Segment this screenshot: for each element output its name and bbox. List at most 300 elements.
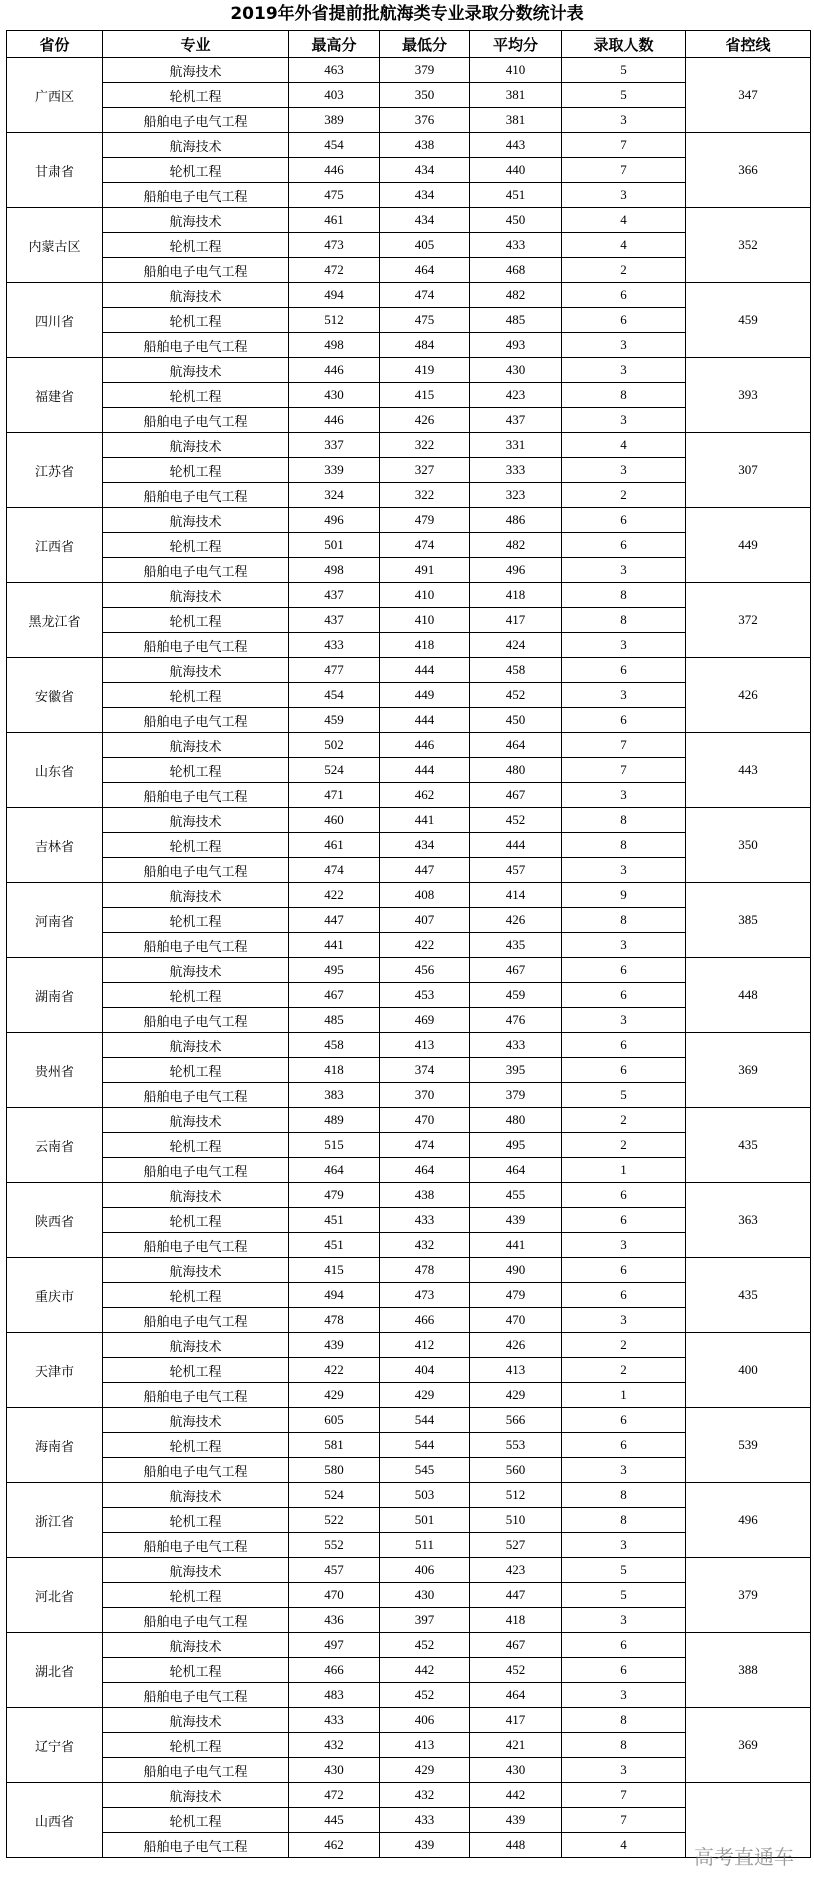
min-score-cell: 407 xyxy=(380,908,470,933)
admit-count-cell: 1 xyxy=(562,1158,686,1183)
table-row xyxy=(7,808,811,833)
admit-count-cell: 5 xyxy=(562,83,686,108)
max-score-cell: 470 xyxy=(289,1583,380,1608)
control-line-cell: 369 xyxy=(686,1033,811,1108)
admit-count-cell: 8 xyxy=(562,1508,686,1533)
min-score-cell: 503 xyxy=(380,1483,470,1508)
major-cell: 船舶电子电气工程 xyxy=(103,1233,289,1258)
max-score-cell: 581 xyxy=(289,1433,380,1458)
admit-count-cell: 4 xyxy=(562,433,686,458)
major-cell: 轮机工程 xyxy=(103,1658,289,1683)
major-cell: 航海技术 xyxy=(103,1633,289,1658)
min-score-cell: 418 xyxy=(380,633,470,658)
admit-count-cell: 6 xyxy=(562,1258,686,1283)
min-score-cell: 449 xyxy=(380,683,470,708)
admit-count-cell: 7 xyxy=(562,133,686,158)
avg-score-cell: 479 xyxy=(470,1283,562,1308)
max-score-cell: 460 xyxy=(289,808,380,833)
avg-score-cell: 458 xyxy=(470,658,562,683)
admit-count-cell: 8 xyxy=(562,908,686,933)
avg-score-cell: 452 xyxy=(470,808,562,833)
admit-count-cell: 3 xyxy=(562,558,686,583)
avg-score-cell: 333 xyxy=(470,458,562,483)
min-score-cell: 410 xyxy=(380,583,470,608)
avg-score-cell: 512 xyxy=(470,1483,562,1508)
major-cell: 船舶电子电气工程 xyxy=(103,858,289,883)
admit-count-cell: 3 xyxy=(562,783,686,808)
max-score-cell: 498 xyxy=(289,558,380,583)
table-row xyxy=(7,1258,811,1283)
max-score-cell: 446 xyxy=(289,158,380,183)
max-score-cell: 467 xyxy=(289,983,380,1008)
major-cell: 航海技术 xyxy=(103,1558,289,1583)
min-score-cell: 432 xyxy=(380,1783,470,1808)
major-cell: 船舶电子电气工程 xyxy=(103,783,289,808)
admit-count-cell: 6 xyxy=(562,533,686,558)
min-score-cell: 432 xyxy=(380,1233,470,1258)
control-line-cell: 435 xyxy=(686,1258,811,1333)
admit-count-cell: 7 xyxy=(562,758,686,783)
min-score-cell: 406 xyxy=(380,1708,470,1733)
table-row xyxy=(7,1483,811,1508)
province-cell: 四川省 xyxy=(7,283,103,358)
admit-count-cell: 3 xyxy=(562,358,686,383)
avg-score-cell: 435 xyxy=(470,933,562,958)
table-row xyxy=(7,1633,811,1658)
avg-score-cell: 331 xyxy=(470,433,562,458)
control-line-cell: 448 xyxy=(686,958,811,1033)
avg-score-cell: 464 xyxy=(470,733,562,758)
major-cell: 航海技术 xyxy=(103,1783,289,1808)
max-score-cell: 461 xyxy=(289,833,380,858)
major-cell: 航海技术 xyxy=(103,1258,289,1283)
max-score-cell: 501 xyxy=(289,533,380,558)
major-cell: 轮机工程 xyxy=(103,758,289,783)
max-score-cell: 418 xyxy=(289,1058,380,1083)
max-score-cell: 339 xyxy=(289,458,380,483)
avg-score-cell: 379 xyxy=(470,1083,562,1108)
min-score-cell: 456 xyxy=(380,958,470,983)
major-cell: 航海技术 xyxy=(103,58,289,83)
major-cell: 轮机工程 xyxy=(103,608,289,633)
major-cell: 轮机工程 xyxy=(103,1733,289,1758)
avg-score-cell: 426 xyxy=(470,1333,562,1358)
major-cell: 船舶电子电气工程 xyxy=(103,1683,289,1708)
major-cell: 航海技术 xyxy=(103,433,289,458)
max-score-cell: 479 xyxy=(289,1183,380,1208)
max-score-cell: 459 xyxy=(289,708,380,733)
major-cell: 船舶电子电气工程 xyxy=(103,408,289,433)
min-score-cell: 412 xyxy=(380,1333,470,1358)
min-score-cell: 397 xyxy=(380,1608,470,1633)
min-score-cell: 433 xyxy=(380,1808,470,1833)
major-cell: 轮机工程 xyxy=(103,533,289,558)
avg-score-cell: 467 xyxy=(470,783,562,808)
admit-count-cell: 6 xyxy=(562,1633,686,1658)
min-score-cell: 470 xyxy=(380,1108,470,1133)
table-row xyxy=(7,658,811,683)
min-score-cell: 439 xyxy=(380,1833,470,1858)
max-score-cell: 436 xyxy=(289,1608,380,1633)
major-cell: 航海技术 xyxy=(103,1408,289,1433)
major-cell: 航海技术 xyxy=(103,733,289,758)
major-cell: 船舶电子电气工程 xyxy=(103,258,289,283)
max-score-cell: 458 xyxy=(289,1033,380,1058)
province-cell: 陕西省 xyxy=(7,1183,103,1258)
province-cell: 甘肃省 xyxy=(7,133,103,208)
admit-count-cell: 3 xyxy=(562,108,686,133)
max-score-cell: 337 xyxy=(289,433,380,458)
max-score-cell: 552 xyxy=(289,1533,380,1558)
table-row xyxy=(7,1033,811,1058)
admit-count-cell: 2 xyxy=(562,1133,686,1158)
min-score-cell: 413 xyxy=(380,1733,470,1758)
admit-count-cell: 3 xyxy=(562,458,686,483)
min-score-cell: 478 xyxy=(380,1258,470,1283)
admit-count-cell: 6 xyxy=(562,283,686,308)
control-line-cell: 393 xyxy=(686,358,811,433)
avg-score-cell: 490 xyxy=(470,1258,562,1283)
avg-score-cell: 457 xyxy=(470,858,562,883)
avg-score-cell: 423 xyxy=(470,383,562,408)
max-score-cell: 471 xyxy=(289,783,380,808)
min-score-cell: 429 xyxy=(380,1758,470,1783)
control-line-cell: 352 xyxy=(686,208,811,283)
min-score-cell: 405 xyxy=(380,233,470,258)
major-cell: 轮机工程 xyxy=(103,1433,289,1458)
province-cell: 安徽省 xyxy=(7,658,103,733)
avg-score-cell: 450 xyxy=(470,708,562,733)
min-score-cell: 434 xyxy=(380,208,470,233)
table-row xyxy=(7,1183,811,1208)
min-score-cell: 327 xyxy=(380,458,470,483)
max-score-cell: 494 xyxy=(289,1283,380,1308)
table-row xyxy=(7,508,811,533)
admit-count-cell: 4 xyxy=(562,1833,686,1858)
max-score-cell: 445 xyxy=(289,1808,380,1833)
min-score-cell: 464 xyxy=(380,1158,470,1183)
control-line-cell: 369 xyxy=(686,1708,811,1783)
province-cell: 黑龙江省 xyxy=(7,583,103,658)
min-score-cell: 426 xyxy=(380,408,470,433)
min-score-cell: 376 xyxy=(380,108,470,133)
avg-score-cell: 417 xyxy=(470,608,562,633)
table-row xyxy=(7,1783,811,1808)
major-cell: 轮机工程 xyxy=(103,908,289,933)
admit-count-cell: 7 xyxy=(562,1808,686,1833)
major-cell: 轮机工程 xyxy=(103,983,289,1008)
min-score-cell: 474 xyxy=(380,533,470,558)
min-score-cell: 501 xyxy=(380,1508,470,1533)
header-min-score: 最低分 xyxy=(380,31,470,58)
scores-table xyxy=(6,30,811,1858)
admit-count-cell: 6 xyxy=(562,708,686,733)
table-row xyxy=(7,1108,811,1133)
min-score-cell: 413 xyxy=(380,1033,470,1058)
admit-count-cell: 3 xyxy=(562,183,686,208)
control-line-cell: 443 xyxy=(686,733,811,808)
table-body xyxy=(7,58,811,1858)
min-score-cell: 442 xyxy=(380,1658,470,1683)
max-score-cell: 433 xyxy=(289,1708,380,1733)
major-cell: 轮机工程 xyxy=(103,458,289,483)
avg-score-cell: 395 xyxy=(470,1058,562,1083)
control-line-cell: 459 xyxy=(686,283,811,358)
control-line-cell: 388 xyxy=(686,1633,811,1708)
header-max-score: 最高分 xyxy=(289,31,380,58)
major-cell: 轮机工程 xyxy=(103,1208,289,1233)
major-cell: 轮机工程 xyxy=(103,1508,289,1533)
control-line-cell: 496 xyxy=(686,1483,811,1558)
avg-score-cell: 423 xyxy=(470,1558,562,1583)
admit-count-cell: 8 xyxy=(562,583,686,608)
major-cell: 轮机工程 xyxy=(103,683,289,708)
admit-count-cell: 3 xyxy=(562,633,686,658)
min-score-cell: 438 xyxy=(380,1183,470,1208)
max-score-cell: 429 xyxy=(289,1383,380,1408)
avg-score-cell: 439 xyxy=(470,1208,562,1233)
avg-score-cell: 464 xyxy=(470,1683,562,1708)
max-score-cell: 430 xyxy=(289,383,380,408)
admit-count-cell: 3 xyxy=(562,1008,686,1033)
province-cell: 湖南省 xyxy=(7,958,103,1033)
major-cell: 船舶电子电气工程 xyxy=(103,1158,289,1183)
max-score-cell: 489 xyxy=(289,1108,380,1133)
max-score-cell: 441 xyxy=(289,933,380,958)
major-cell: 航海技术 xyxy=(103,808,289,833)
admit-count-cell: 1 xyxy=(562,1383,686,1408)
max-score-cell: 447 xyxy=(289,908,380,933)
major-cell: 船舶电子电气工程 xyxy=(103,1533,289,1558)
control-line-cell: 350 xyxy=(686,808,811,883)
min-score-cell: 491 xyxy=(380,558,470,583)
admit-count-cell: 9 xyxy=(562,883,686,908)
admit-count-cell: 3 xyxy=(562,1683,686,1708)
min-score-cell: 469 xyxy=(380,1008,470,1033)
max-score-cell: 522 xyxy=(289,1508,380,1533)
admit-count-cell: 8 xyxy=(562,833,686,858)
major-cell: 轮机工程 xyxy=(103,383,289,408)
table-row xyxy=(7,58,811,83)
avg-score-cell: 560 xyxy=(470,1458,562,1483)
avg-score-cell: 429 xyxy=(470,1383,562,1408)
major-cell: 航海技术 xyxy=(103,358,289,383)
avg-score-cell: 480 xyxy=(470,758,562,783)
table-row xyxy=(7,1708,811,1733)
major-cell: 船舶电子电气工程 xyxy=(103,933,289,958)
max-score-cell: 432 xyxy=(289,1733,380,1758)
control-line-cell: 363 xyxy=(686,1183,811,1258)
avg-score-cell: 448 xyxy=(470,1833,562,1858)
min-score-cell: 441 xyxy=(380,808,470,833)
min-score-cell: 434 xyxy=(380,158,470,183)
avg-score-cell: 480 xyxy=(470,1108,562,1133)
admit-count-cell: 4 xyxy=(562,208,686,233)
table-row xyxy=(7,733,811,758)
avg-score-cell: 433 xyxy=(470,233,562,258)
province-cell: 吉林省 xyxy=(7,808,103,883)
avg-score-cell: 440 xyxy=(470,158,562,183)
admit-count-cell: 3 xyxy=(562,933,686,958)
admit-count-cell: 5 xyxy=(562,58,686,83)
avg-score-cell: 381 xyxy=(470,83,562,108)
max-score-cell: 403 xyxy=(289,83,380,108)
min-score-cell: 474 xyxy=(380,283,470,308)
avg-score-cell: 553 xyxy=(470,1433,562,1458)
max-score-cell: 478 xyxy=(289,1308,380,1333)
max-score-cell: 422 xyxy=(289,883,380,908)
max-score-cell: 457 xyxy=(289,1558,380,1583)
admit-count-cell: 6 xyxy=(562,983,686,1008)
avg-score-cell: 413 xyxy=(470,1358,562,1383)
max-score-cell: 524 xyxy=(289,1483,380,1508)
avg-score-cell: 418 xyxy=(470,1608,562,1633)
avg-score-cell: 459 xyxy=(470,983,562,1008)
admit-count-cell: 6 xyxy=(562,658,686,683)
province-cell: 浙江省 xyxy=(7,1483,103,1558)
min-score-cell: 544 xyxy=(380,1408,470,1433)
max-score-cell: 446 xyxy=(289,408,380,433)
avg-score-cell: 447 xyxy=(470,1583,562,1608)
major-cell: 航海技术 xyxy=(103,958,289,983)
avg-score-cell: 482 xyxy=(470,533,562,558)
admit-count-cell: 7 xyxy=(562,158,686,183)
major-cell: 轮机工程 xyxy=(103,83,289,108)
page-title: 2019年外省提前批航海类专业录取分数统计表 xyxy=(230,4,584,24)
avg-score-cell: 452 xyxy=(470,1658,562,1683)
province-cell: 天津市 xyxy=(7,1333,103,1408)
min-score-cell: 444 xyxy=(380,708,470,733)
avg-score-cell: 566 xyxy=(470,1408,562,1433)
province-cell: 湖北省 xyxy=(7,1633,103,1708)
avg-score-cell: 455 xyxy=(470,1183,562,1208)
avg-score-cell: 410 xyxy=(470,58,562,83)
avg-score-cell: 470 xyxy=(470,1308,562,1333)
admit-count-cell: 8 xyxy=(562,808,686,833)
min-score-cell: 464 xyxy=(380,258,470,283)
max-score-cell: 439 xyxy=(289,1333,380,1358)
max-score-cell: 485 xyxy=(289,1008,380,1033)
major-cell: 航海技术 xyxy=(103,1333,289,1358)
control-line-cell: 539 xyxy=(686,1408,811,1483)
max-score-cell: 463 xyxy=(289,58,380,83)
avg-score-cell: 451 xyxy=(470,183,562,208)
min-score-cell: 479 xyxy=(380,508,470,533)
major-cell: 船舶电子电气工程 xyxy=(103,1758,289,1783)
admit-count-cell: 3 xyxy=(562,1758,686,1783)
max-score-cell: 462 xyxy=(289,1833,380,1858)
admit-count-cell: 5 xyxy=(562,1583,686,1608)
avg-score-cell: 485 xyxy=(470,308,562,333)
header-control-line: 省控线 xyxy=(686,31,811,58)
major-cell: 船舶电子电气工程 xyxy=(103,483,289,508)
admit-count-cell: 8 xyxy=(562,1733,686,1758)
control-line-cell: 379 xyxy=(686,1558,811,1633)
max-score-cell: 461 xyxy=(289,208,380,233)
major-cell: 航海技术 xyxy=(103,1033,289,1058)
min-score-cell: 438 xyxy=(380,133,470,158)
admit-count-cell: 5 xyxy=(562,1558,686,1583)
min-score-cell: 453 xyxy=(380,983,470,1008)
admit-count-cell: 3 xyxy=(562,683,686,708)
min-score-cell: 484 xyxy=(380,333,470,358)
province-cell: 福建省 xyxy=(7,358,103,433)
province-cell: 山东省 xyxy=(7,733,103,808)
avg-score-cell: 476 xyxy=(470,1008,562,1033)
avg-score-cell: 424 xyxy=(470,633,562,658)
admit-count-cell: 6 xyxy=(562,508,686,533)
control-line-cell: 400 xyxy=(686,1333,811,1408)
max-score-cell: 454 xyxy=(289,683,380,708)
min-score-cell: 419 xyxy=(380,358,470,383)
admit-count-cell: 3 xyxy=(562,1458,686,1483)
major-cell: 航海技术 xyxy=(103,883,289,908)
avg-score-cell: 433 xyxy=(470,1033,562,1058)
min-score-cell: 370 xyxy=(380,1083,470,1108)
min-score-cell: 374 xyxy=(380,1058,470,1083)
min-score-cell: 415 xyxy=(380,383,470,408)
avg-score-cell: 493 xyxy=(470,333,562,358)
province-cell: 贵州省 xyxy=(7,1033,103,1108)
admit-count-cell: 4 xyxy=(562,233,686,258)
province-cell: 内蒙古区 xyxy=(7,208,103,283)
min-score-cell: 404 xyxy=(380,1358,470,1383)
max-score-cell: 472 xyxy=(289,258,380,283)
avg-score-cell: 430 xyxy=(470,1758,562,1783)
admit-count-cell: 6 xyxy=(562,1658,686,1683)
min-score-cell: 444 xyxy=(380,758,470,783)
avg-score-cell: 495 xyxy=(470,1133,562,1158)
avg-score-cell: 467 xyxy=(470,958,562,983)
major-cell: 船舶电子电气工程 xyxy=(103,1833,289,1858)
control-line-cell: 435 xyxy=(686,1108,811,1183)
table-row xyxy=(7,583,811,608)
major-cell: 轮机工程 xyxy=(103,833,289,858)
major-cell: 船舶电子电气工程 xyxy=(103,1383,289,1408)
admit-count-cell: 3 xyxy=(562,1233,686,1258)
max-score-cell: 437 xyxy=(289,608,380,633)
min-score-cell: 430 xyxy=(380,1583,470,1608)
admit-count-cell: 8 xyxy=(562,1708,686,1733)
avg-score-cell: 437 xyxy=(470,408,562,433)
min-score-cell: 462 xyxy=(380,783,470,808)
major-cell: 轮机工程 xyxy=(103,1283,289,1308)
major-cell: 船舶电子电气工程 xyxy=(103,558,289,583)
province-cell: 河南省 xyxy=(7,883,103,958)
max-score-cell: 473 xyxy=(289,233,380,258)
max-score-cell: 466 xyxy=(289,1658,380,1683)
avg-score-cell: 510 xyxy=(470,1508,562,1533)
header-admit-count: 录取人数 xyxy=(562,31,686,58)
major-cell: 船舶电子电气工程 xyxy=(103,1083,289,1108)
province-cell: 广西区 xyxy=(7,58,103,133)
max-score-cell: 512 xyxy=(289,308,380,333)
avg-score-cell: 527 xyxy=(470,1533,562,1558)
province-cell: 辽宁省 xyxy=(7,1708,103,1783)
major-cell: 轮机工程 xyxy=(103,1358,289,1383)
control-line-cell: 449 xyxy=(686,508,811,583)
avg-score-cell: 486 xyxy=(470,508,562,533)
max-score-cell: 451 xyxy=(289,1208,380,1233)
avg-score-cell: 444 xyxy=(470,833,562,858)
major-cell: 航海技术 xyxy=(103,583,289,608)
control-line-cell: 426 xyxy=(686,658,811,733)
avg-score-cell: 421 xyxy=(470,1733,562,1758)
avg-score-cell: 418 xyxy=(470,583,562,608)
max-score-cell: 474 xyxy=(289,858,380,883)
min-score-cell: 444 xyxy=(380,658,470,683)
admit-count-cell: 6 xyxy=(562,958,686,983)
